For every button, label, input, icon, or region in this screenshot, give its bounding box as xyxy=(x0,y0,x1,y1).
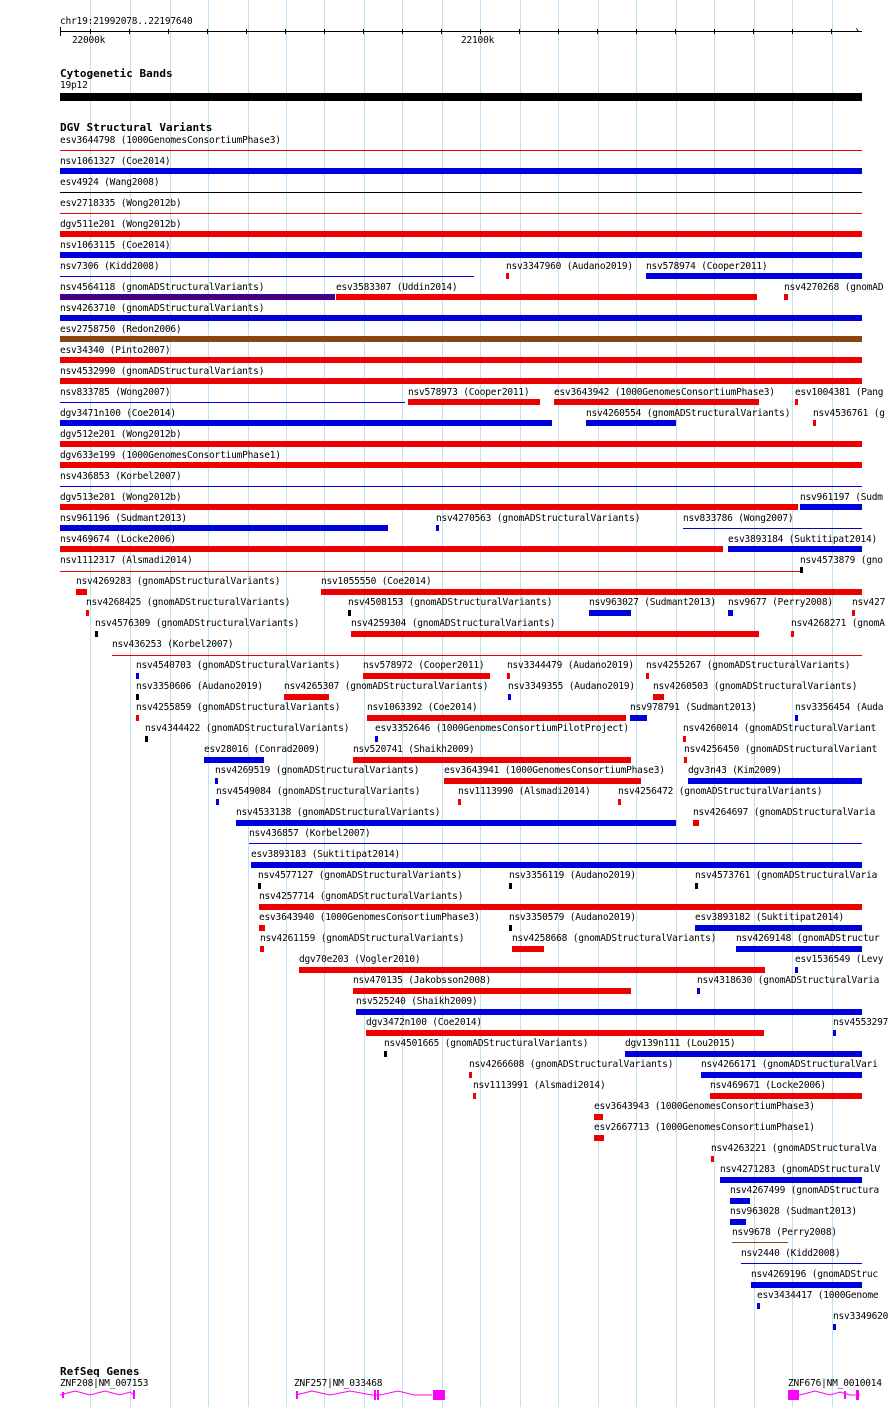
gene-znf208-exon[interactable] xyxy=(133,1390,135,1399)
variant-label[interactable]: nsv4269519 (gnomADStructuralVariants) xyxy=(215,765,420,776)
variant-label[interactable]: nsv4564118 (gnomADStructuralVariants) xyxy=(60,282,265,293)
variant-bar[interactable] xyxy=(791,631,794,637)
variant-bar[interactable] xyxy=(711,1156,714,1162)
variant-label[interactable]: nsv4549084 (gnomADStructuralVariants) xyxy=(216,786,421,797)
ruler-tick xyxy=(480,29,481,34)
variant-bar[interactable] xyxy=(259,925,265,931)
variant-label[interactable]: dgv511e201 (Wong2012b) xyxy=(60,219,182,230)
variant-label[interactable]: esv28016 (Conrad2009) xyxy=(204,744,320,755)
variant-bar[interactable] xyxy=(625,1051,862,1057)
variant-label[interactable]: nsv4258668 (gnomADStructuralVariants) xyxy=(512,933,717,944)
variant-bar[interactable] xyxy=(795,715,798,721)
ruler-axis xyxy=(60,31,862,32)
variant-label[interactable]: nsv4268271 (gnomA xyxy=(791,618,885,629)
variant-label[interactable]: nsv3350606 (Audano2019) xyxy=(136,681,263,692)
variant-label[interactable]: nsv578974 (Cooper2011) xyxy=(646,261,768,272)
variant-bar[interactable] xyxy=(259,904,862,910)
variant-label[interactable]: nsv4536761 (g xyxy=(813,408,885,419)
variant-bar[interactable] xyxy=(833,1324,836,1330)
variant-line[interactable] xyxy=(249,843,862,844)
variant-label[interactable]: nsv4268425 (gnomADStructuralVariants) xyxy=(86,597,291,608)
variant-bar[interactable] xyxy=(384,1051,387,1057)
variant-bar[interactable] xyxy=(800,567,803,573)
variant-bar[interactable] xyxy=(60,252,862,258)
variant-bar[interactable] xyxy=(436,525,439,531)
variant-bar[interactable] xyxy=(509,883,512,889)
variant-bar[interactable] xyxy=(60,336,862,342)
variant-bar[interactable] xyxy=(589,610,631,616)
variant-bar[interactable] xyxy=(701,1072,862,1078)
variant-label[interactable]: nsv469674 (Locke2006) xyxy=(60,534,176,545)
variant-line[interactable] xyxy=(60,276,474,277)
ruler-tick xyxy=(168,29,169,34)
variant-bar[interactable] xyxy=(215,778,218,784)
variant-bar[interactable] xyxy=(586,420,676,426)
variant-bar[interactable] xyxy=(800,504,862,510)
variant-bar[interactable] xyxy=(60,546,723,552)
variant-label[interactable]: esv1004381 (Pang xyxy=(795,387,884,398)
variant-line[interactable] xyxy=(741,1263,862,1264)
variant-bar[interactable] xyxy=(795,967,798,973)
variant-label[interactable]: nsv4532990 (gnomADStructuralVariants) xyxy=(60,366,265,377)
variant-label[interactable]: nsv4265307 (gnomADStructuralVariants) xyxy=(284,681,489,692)
variant-label[interactable]: esv34340 (Pinto2007) xyxy=(60,345,171,356)
cytoband-label: 19p12 xyxy=(60,80,88,91)
gene-znf676-exon[interactable] xyxy=(788,1390,799,1400)
variant-label[interactable]: esv3893182 (Suktitipat2014) xyxy=(695,912,845,923)
variant-label[interactable]: nsv1063115 (Coe2014) xyxy=(60,240,171,251)
variant-bar[interactable] xyxy=(813,420,816,426)
variant-label[interactable]: esv3643942 (1000GenomesConsortiumPhase3) xyxy=(554,387,775,398)
variant-bar[interactable] xyxy=(688,778,862,784)
variant-bar[interactable] xyxy=(507,673,510,679)
variant-label[interactable]: nsv470135 (Jakobsson2008) xyxy=(353,975,491,986)
variant-label[interactable]: nsv4576309 (gnomADStructuralVariants) xyxy=(95,618,300,629)
variant-bar[interactable] xyxy=(506,273,509,279)
variant-bar[interactable] xyxy=(60,378,862,384)
grid-line xyxy=(598,0,599,1407)
variant-bar[interactable] xyxy=(594,1135,604,1141)
ruler-tick xyxy=(753,29,754,34)
ruler-end-arrow: › xyxy=(854,25,861,36)
ruler-tick xyxy=(597,29,598,34)
variant-label[interactable]: nsv4269148 (gnomADStructur xyxy=(736,933,880,944)
ruler-tick xyxy=(441,29,442,34)
variant-label[interactable]: nsv436253 (Korbel2007) xyxy=(112,639,234,650)
cytoband-track-title[interactable]: Cytogenetic Bands xyxy=(60,67,173,80)
variant-bar[interactable] xyxy=(695,925,862,931)
variant-label[interactable]: dgv70e203 (Vogler2010) xyxy=(299,954,421,965)
variant-label[interactable]: nsv7306 (Kidd2008) xyxy=(60,261,160,272)
variant-bar[interactable] xyxy=(630,715,647,721)
variant-label[interactable]: nsv4267499 (gnomADStructura xyxy=(730,1185,880,1196)
variant-label[interactable]: nsv1113990 (Alsmadi2014) xyxy=(458,786,591,797)
gene-znf257-exon[interactable] xyxy=(377,1390,379,1400)
variant-bar[interactable] xyxy=(60,168,862,174)
ruler-tick xyxy=(246,29,247,34)
variant-label[interactable]: nsv961196 (Sudmant2013) xyxy=(60,513,187,524)
variant-bar[interactable] xyxy=(145,736,148,742)
variant-label[interactable]: esv3434417 (1000Genome xyxy=(757,1290,879,1301)
variant-label[interactable]: nsv2440 (Kidd2008) xyxy=(741,1248,841,1259)
variant-line[interactable] xyxy=(732,1242,788,1243)
variant-bar[interactable] xyxy=(353,988,631,994)
variant-bar[interactable] xyxy=(508,694,511,700)
variant-bar[interactable] xyxy=(60,231,862,237)
variant-label[interactable]: nsv4271283 (gnomADStructuralV xyxy=(720,1164,881,1175)
variant-label[interactable]: nsv4260503 (gnomADStructuralVariants) xyxy=(653,681,858,692)
variant-bar[interactable] xyxy=(736,946,862,952)
variant-label[interactable]: dgv3472n100 (Coe2014) xyxy=(366,1017,482,1028)
variant-label[interactable]: nsv3349355 (Audano2019) xyxy=(508,681,635,692)
variant-label[interactable]: nsv4255859 (gnomADStructuralVariants) xyxy=(136,702,341,713)
ruler-label-22000k: 22000k xyxy=(72,35,106,46)
variant-label[interactable]: dgv3n43 (Kim2009) xyxy=(688,765,782,776)
grid-line xyxy=(90,0,91,1407)
ruler-tick xyxy=(558,29,559,34)
variant-label[interactable]: nsv525240 (Shaikh2009) xyxy=(356,996,478,1007)
variant-bar[interactable] xyxy=(684,757,687,763)
ruler-tick xyxy=(714,29,715,34)
region-label: chr19:21992078..22197640 xyxy=(60,16,193,27)
gene-znf676-exon[interactable] xyxy=(844,1391,846,1399)
variant-bar[interactable] xyxy=(351,631,759,637)
grid-line xyxy=(558,0,559,1407)
ruler-tick xyxy=(636,29,637,34)
variant-bar[interactable] xyxy=(710,1093,862,1099)
variant-label[interactable]: nsv9677 (Perry2008) xyxy=(728,597,833,608)
variant-label[interactable]: esv3893183 (Suktitipat2014) xyxy=(251,849,401,860)
gene-znf257-exon[interactable] xyxy=(296,1391,298,1399)
variant-label[interactable]: nsv1055550 (Coe2014) xyxy=(321,576,432,587)
gene-label[interactable]: ZNF208|NM_007153 xyxy=(60,1378,149,1389)
ruler-tick xyxy=(207,29,208,34)
variant-bar[interactable] xyxy=(730,1219,746,1225)
variant-bar[interactable] xyxy=(757,1303,760,1309)
refseq-track-title[interactable]: RefSeq Genes xyxy=(60,1365,140,1378)
ruler-tick xyxy=(792,29,793,34)
variant-label[interactable]: nsv4259304 (gnomADStructuralVariants) xyxy=(351,618,556,629)
variant-label[interactable]: nsv4269283 (gnomADStructuralVariants) xyxy=(76,576,281,587)
variant-label[interactable]: nsv3356119 (Audano2019) xyxy=(509,870,636,881)
ruler-tick xyxy=(285,29,286,34)
ruler-tick xyxy=(675,29,676,34)
variant-bar[interactable] xyxy=(136,694,139,700)
variant-bar[interactable] xyxy=(646,673,649,679)
gene-znf257-exon[interactable] xyxy=(374,1390,376,1400)
variant-label[interactable]: nsv4261159 (gnomADStructuralVariants) xyxy=(260,933,465,944)
variant-label[interactable]: nsv520741 (Shaikh2009) xyxy=(353,744,475,755)
variant-bar[interactable] xyxy=(299,967,765,973)
variant-label[interactable]: esv3643943 (1000GenomesConsortiumPhase3) xyxy=(594,1101,815,1112)
variant-label[interactable]: nsv1063392 (Coe2014) xyxy=(367,702,478,713)
variant-label[interactable]: nsv578972 (Cooper2011) xyxy=(363,660,485,671)
variant-label[interactable]: nsv4270563 (gnomADStructuralVariants) xyxy=(436,513,641,524)
variant-bar[interactable] xyxy=(86,610,89,616)
variant-bar[interactable] xyxy=(653,694,664,700)
grid-line xyxy=(520,0,521,1407)
variant-bar[interactable] xyxy=(618,799,621,805)
ruler-start-tick xyxy=(60,27,61,36)
variant-label[interactable]: esv1536549 (Levy xyxy=(795,954,884,965)
variant-bar[interactable] xyxy=(512,946,544,952)
variant-label[interactable]: esv2667713 (1000GenomesConsortiumPhase1) xyxy=(594,1122,815,1133)
ruler-tick xyxy=(324,29,325,34)
variant-label[interactable]: nsv963027 (Sudmant2013) xyxy=(589,597,716,608)
variant-bar[interactable] xyxy=(751,1282,862,1288)
gene-label[interactable]: ZNF257|NM_033468 xyxy=(294,1378,383,1389)
variant-label[interactable]: nsv427 xyxy=(852,597,886,608)
variant-label[interactable]: nsv4263221 (gnomADStructuralVa xyxy=(711,1143,877,1154)
variant-bar[interactable] xyxy=(60,357,862,363)
ruler-tick xyxy=(90,29,91,34)
variant-bar[interactable] xyxy=(76,589,87,595)
variant-bar[interactable] xyxy=(695,883,698,889)
gene-znf257-intron[interactable] xyxy=(296,1391,432,1395)
variant-label[interactable]: nsv4257714 (gnomADStructuralVariants) xyxy=(259,891,464,902)
variant-bar[interactable] xyxy=(60,294,335,300)
variant-label[interactable]: nsv1061327 (Coe2014) xyxy=(60,156,171,167)
variant-bar[interactable] xyxy=(408,399,540,405)
variant-bar[interactable] xyxy=(444,778,641,784)
variant-bar[interactable] xyxy=(683,736,686,742)
variant-bar[interactable] xyxy=(236,820,676,826)
variant-label[interactable]: dgv633e199 (1000GenomesConsortiumPhase1) xyxy=(60,450,281,461)
variant-bar[interactable] xyxy=(795,399,798,405)
variant-bar[interactable] xyxy=(336,294,757,300)
variant-label[interactable]: nsv4270268 (gnomAD xyxy=(784,282,884,293)
variant-label[interactable]: esv3643940 (1000GenomesConsortiumPhase3) xyxy=(259,912,480,923)
gene-znf208-exon[interactable] xyxy=(62,1392,64,1398)
ruler-tick xyxy=(831,29,832,34)
variant-label[interactable]: nsv436853 (Korbel2007) xyxy=(60,471,182,482)
variant-label[interactable]: nsv436857 (Korbel2007) xyxy=(249,828,371,839)
variant-bar[interactable] xyxy=(473,1093,476,1099)
variant-label[interactable]: nsv3350579 (Audano2019) xyxy=(509,912,636,923)
dgv-track-title[interactable]: DGV Structural Variants xyxy=(60,121,213,134)
variant-line[interactable] xyxy=(60,192,862,193)
variant-bar[interactable] xyxy=(697,988,700,994)
variant-bar[interactable] xyxy=(693,820,699,826)
variant-label[interactable]: nsv4260014 (gnomADStructuralVariant xyxy=(683,723,877,734)
variant-bar[interactable] xyxy=(720,1177,862,1183)
variant-label[interactable]: esv4924 (Wang2008) xyxy=(60,177,160,188)
variant-bar[interactable] xyxy=(367,715,626,721)
variant-bar[interactable] xyxy=(60,420,552,426)
variant-label[interactable]: nsv469671 (Locke2006) xyxy=(710,1080,826,1091)
variant-label[interactable]: nsv4269196 (gnomADStruc xyxy=(751,1269,878,1280)
variant-label[interactable]: nsv4344422 (gnomADStructuralVariants) xyxy=(145,723,350,734)
variant-bar[interactable] xyxy=(258,883,261,889)
variant-label[interactable]: dgv512e201 (Wong2012b) xyxy=(60,429,182,440)
variant-line[interactable] xyxy=(683,528,862,529)
variant-label[interactable]: nsv4260554 (gnomADStructuralVariants) xyxy=(586,408,791,419)
variant-label[interactable]: nsv4263710 (gnomADStructuralVariants) xyxy=(60,303,265,314)
variant-bar[interactable] xyxy=(469,1072,472,1078)
variant-label[interactable]: nsv4256450 (gnomADStructuralVariant xyxy=(684,744,878,755)
ruler-tick xyxy=(129,29,130,34)
variant-label[interactable]: nsv3347960 (Audano2019) xyxy=(506,261,633,272)
variant-label[interactable]: nsv4508153 (gnomADStructuralVariants) xyxy=(348,597,553,608)
variant-label[interactable]: nsv4501665 (gnomADStructuralVariants) xyxy=(384,1038,589,1049)
variant-bar[interactable] xyxy=(60,525,388,531)
variant-label[interactable]: esv3583307 (Uddin2014) xyxy=(336,282,458,293)
grid-line xyxy=(364,0,365,1407)
variant-bar[interactable] xyxy=(784,294,788,300)
ruler-label-22100k: 22100k xyxy=(461,35,495,46)
variant-bar[interactable] xyxy=(348,610,351,616)
variant-label[interactable]: nsv1113991 (Alsmadi2014) xyxy=(473,1080,606,1091)
variant-label[interactable]: esv2718335 (Wong2012b) xyxy=(60,198,182,209)
variant-bar[interactable] xyxy=(284,694,329,700)
variant-line[interactable] xyxy=(60,486,862,487)
variant-bar[interactable] xyxy=(554,399,759,405)
variant-bar[interactable] xyxy=(136,715,139,721)
gene-znf208-intron[interactable] xyxy=(60,1391,134,1395)
variant-label[interactable]: nsv833785 (Wong2007) xyxy=(60,387,171,398)
variant-bar[interactable] xyxy=(260,946,264,952)
variant-label[interactable]: nsv963028 (Sudmant2013) xyxy=(730,1206,857,1217)
variant-bar[interactable] xyxy=(216,799,219,805)
variant-bar[interactable] xyxy=(356,1009,862,1015)
variant-bar[interactable] xyxy=(363,673,490,679)
gene-znf676-exon[interactable] xyxy=(856,1390,859,1400)
variant-bar[interactable] xyxy=(728,610,733,616)
variant-label[interactable]: esv3644798 (1000GenomesConsortiumPhase3) xyxy=(60,135,281,146)
variant-label[interactable]: nsv4533138 (gnomADStructuralVariants) xyxy=(236,807,441,818)
variant-label[interactable]: nsv9678 (Perry2008) xyxy=(732,1227,837,1238)
variant-bar[interactable] xyxy=(321,589,862,595)
variant-label[interactable]: nsv3356454 (Auda xyxy=(795,702,884,713)
gene-znf257-exon[interactable] xyxy=(433,1390,445,1400)
ruler-tick xyxy=(519,29,520,34)
ruler-tick xyxy=(402,29,403,34)
variant-bar[interactable] xyxy=(509,925,512,931)
grid-line xyxy=(480,0,481,1407)
variant-label[interactable]: nsv4573879 (gno xyxy=(800,555,883,566)
variant-label[interactable]: nsv4540703 (gnomADStructuralVariants) xyxy=(136,660,341,671)
variant-bar[interactable] xyxy=(204,757,264,763)
variant-line[interactable] xyxy=(60,571,800,572)
gene-models xyxy=(0,1387,890,1407)
variant-label[interactable]: esv3352646 (1000GenomesConsortiumPilotProject) xyxy=(375,723,629,734)
variant-label[interactable]: nsv4553297 xyxy=(833,1017,889,1028)
variant-label[interactable]: esv2758750 (Redon2006) xyxy=(60,324,182,335)
variant-label[interactable]: nsv4266171 (gnomADStructuralVari xyxy=(701,1059,878,1070)
variant-label[interactable]: dgv513e201 (Wong2012b) xyxy=(60,492,182,503)
variant-label[interactable]: nsv4318630 (gnomADStructuralVaria xyxy=(697,975,880,986)
variant-label[interactable]: nsv4266608 (gnomADStructuralVariants) xyxy=(469,1059,674,1070)
variant-line[interactable] xyxy=(60,402,405,403)
variant-bar[interactable] xyxy=(136,673,139,679)
variant-label[interactable]: nsv578973 (Cooper2011) xyxy=(408,387,530,398)
variant-label[interactable]: esv3643941 (1000GenomesConsortiumPhase3) xyxy=(444,765,665,776)
variant-label[interactable]: nsv4577127 (gnomADStructuralVariants) xyxy=(258,870,463,881)
gene-label[interactable]: ZNF676|NM_0010014 xyxy=(788,1378,882,1389)
variant-bar[interactable] xyxy=(375,736,378,742)
variant-line[interactable] xyxy=(60,213,862,214)
variant-label[interactable]: nsv4573761 (gnomADStructuralVaria xyxy=(695,870,878,881)
variant-bar[interactable] xyxy=(60,462,862,468)
variant-bar[interactable] xyxy=(730,1198,750,1204)
variant-bar[interactable] xyxy=(458,799,461,805)
variant-bar[interactable] xyxy=(594,1114,603,1120)
cytoband-19p12[interactable] xyxy=(60,93,862,101)
variant-label[interactable]: nsv961197 (Sudm xyxy=(800,492,883,503)
variant-bar[interactable] xyxy=(366,1030,764,1036)
variant-bar[interactable] xyxy=(60,504,798,510)
variant-bar[interactable] xyxy=(95,631,98,637)
variant-label[interactable]: nsv833786 (Wong2007) xyxy=(683,513,794,524)
variant-label[interactable]: dgv139n111 (Lou2015) xyxy=(625,1038,736,1049)
ruler-tick xyxy=(363,29,364,34)
variant-line[interactable] xyxy=(112,655,862,656)
variant-label[interactable]: esv3893184 (Suktitipat2014) xyxy=(728,534,878,545)
variant-label[interactable]: nsv4255267 (gnomADStructuralVariants) xyxy=(646,660,851,671)
variant-line[interactable] xyxy=(60,150,862,151)
variant-bar[interactable] xyxy=(60,315,862,321)
variant-label[interactable]: nsv1112317 (Alsmadi2014) xyxy=(60,555,193,566)
variant-label[interactable]: dgv3471n100 (Coe2014) xyxy=(60,408,176,419)
variant-bar[interactable] xyxy=(251,862,862,868)
variant-bar[interactable] xyxy=(60,441,862,447)
variant-label[interactable]: nsv3344479 (Audano2019) xyxy=(507,660,634,671)
grid-line xyxy=(130,0,131,1407)
variant-label[interactable]: nsv4256472 (gnomADStructuralVariants) xyxy=(618,786,823,797)
variant-bar[interactable] xyxy=(728,546,862,552)
variant-label[interactable]: nsv4264697 (gnomADStructuralVaria xyxy=(693,807,876,818)
variant-label[interactable]: nsv3349620 xyxy=(833,1311,889,1322)
variant-bar[interactable] xyxy=(852,610,855,616)
variant-bar[interactable] xyxy=(646,273,862,279)
variant-bar[interactable] xyxy=(833,1030,836,1036)
variant-label[interactable]: nsv978791 (Sudmant2013) xyxy=(630,702,757,713)
variant-bar[interactable] xyxy=(353,757,631,763)
